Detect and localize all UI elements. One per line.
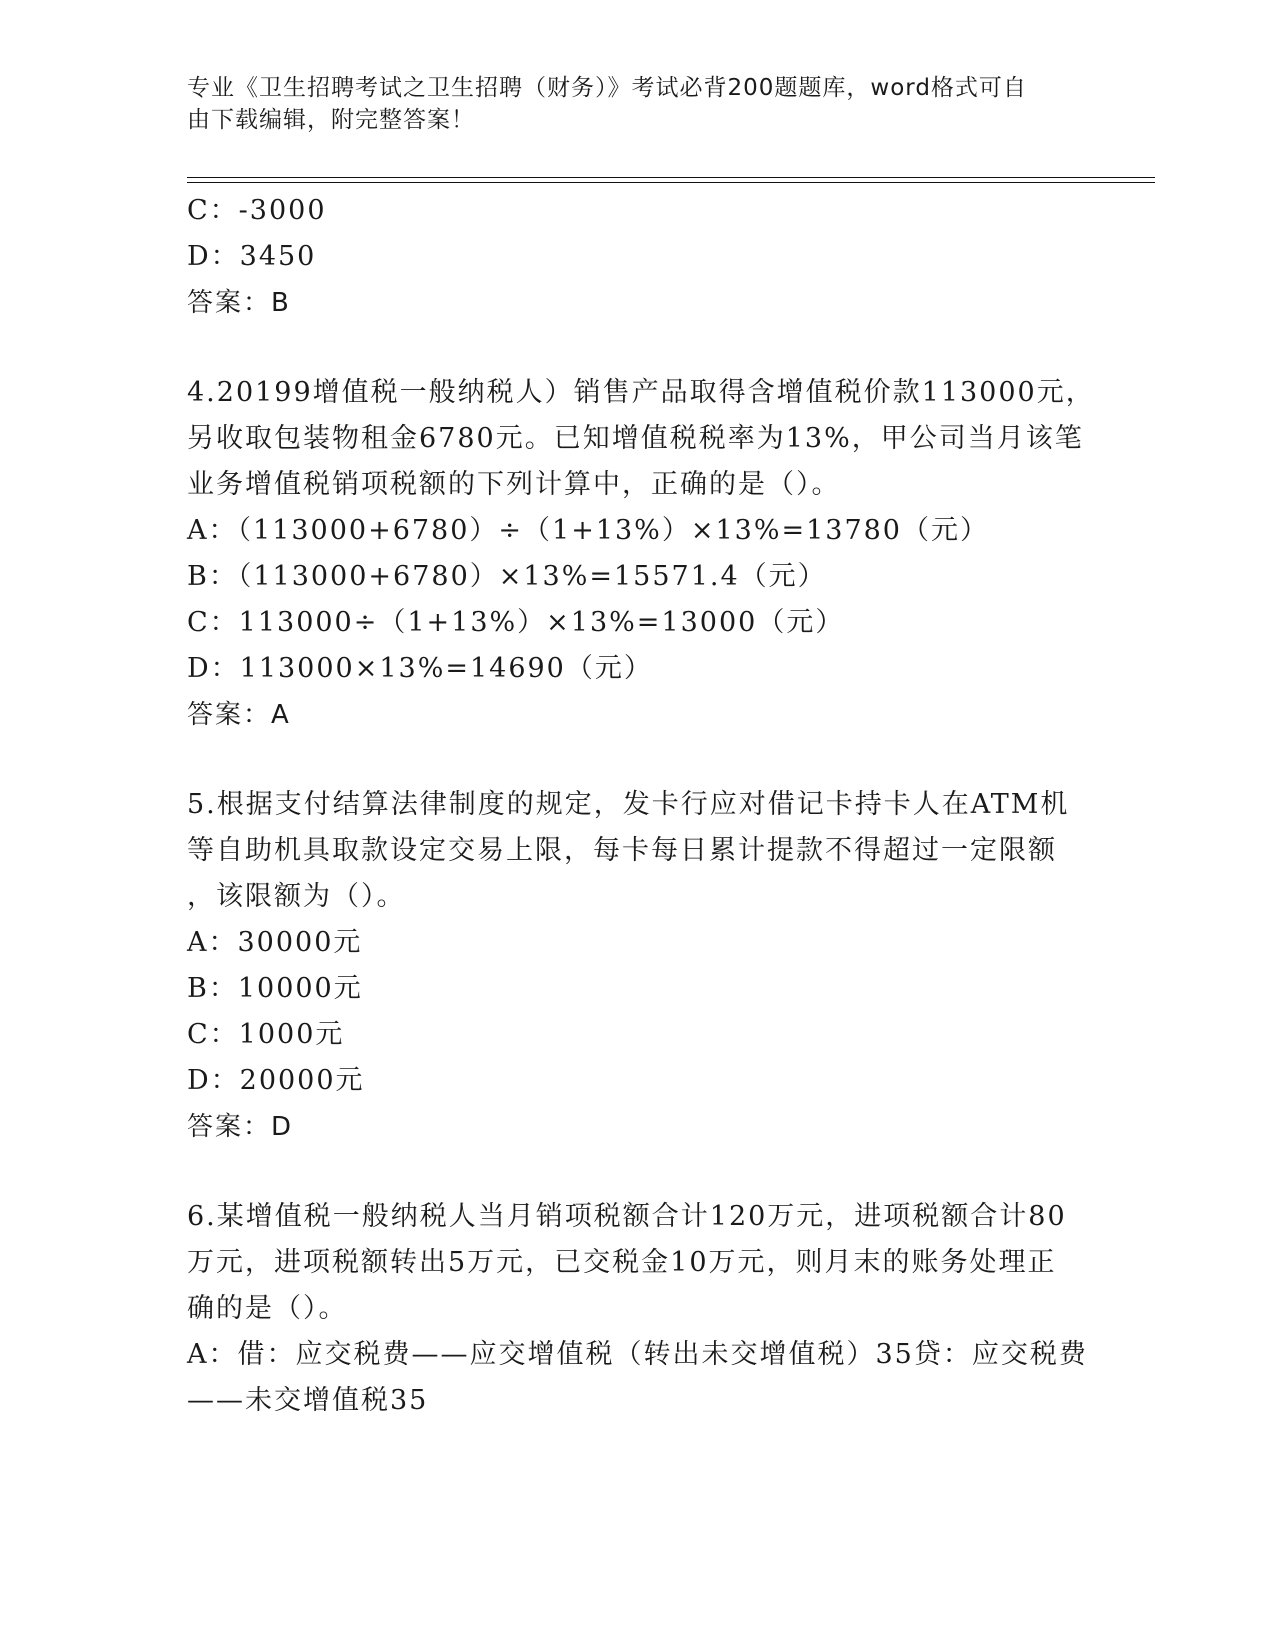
q5-stem-line-2: 等自助机具取款设定交易上限，每卡每日累计提款不得超过一定限额 (187, 835, 1057, 866)
question-4 (187, 370, 1095, 738)
q5-stem-line-3: ，该限额为（）。 (187, 881, 406, 912)
q5-option-c: C：1000元 (187, 1019, 345, 1050)
question-5 (187, 782, 1087, 1150)
q4-stem-line-1: 4.20199增值税一般纳税人）销售产品取得含增值税价款113000元， (187, 377, 1095, 408)
header-divider-bottom (187, 182, 1155, 183)
q3-option-d: D：3450 (187, 241, 317, 272)
q5-answer: 答案：D (187, 1112, 294, 1142)
q3-answer: 答案：B (187, 288, 291, 318)
q4-option-c: C：113000÷（1+13%）×13%=13000（元） (187, 607, 845, 638)
question-6 (187, 1194, 1087, 1424)
q6-option-a-line-1: A：借：应交税费——应交增值税（转出未交增值税）35贷：应交税费 (187, 1339, 1088, 1370)
q5-option-d: D：20000元 (187, 1065, 365, 1096)
q4-stem-line-2: 另收取包装物租金6780元。已知增值税税率为13%，甲公司当月该笔 (187, 423, 1084, 454)
q4-option-b: B：（113000+6780）×13%=15571.4（元） (187, 561, 827, 592)
q5-option-b: B：10000元 (187, 973, 363, 1004)
q5-stem-line-1: 5.根据支付结算法律制度的规定，发卡行应对借记卡持卡人在ATM机 (187, 789, 1070, 820)
q4-option-d: D：113000×13%=14690（元） (187, 653, 653, 684)
header-divider-top (187, 177, 1155, 178)
q5-option-a: A：30000元 (187, 927, 363, 958)
q4-option-a: A：（113000+6780）÷（1+13%）×13%=13780（元） (187, 515, 989, 546)
q6-stem-line-3: 确的是（）。 (187, 1293, 348, 1324)
question-content (187, 188, 1095, 1424)
q6-option-a-line-2: ——未交增值税35 (187, 1385, 429, 1416)
q6-stem-line-2: 万元，进项税额转出5万元，已交税金10万元，则月末的账务处理正 (187, 1247, 1057, 1278)
question-3-tail (187, 188, 1087, 326)
header-line-1: 专业《卫生招聘考试之卫生招聘（财务）》考试必背200题题库，word格式可自 (187, 75, 1027, 101)
q6-stem-line-1: 6.某增值税一般纳税人当月销项税额合计120万元，进项税额合计80 (187, 1201, 1067, 1232)
q4-answer: 答案：A (187, 700, 291, 730)
document-header (187, 72, 1087, 136)
header-line-2: 由下载编辑，附完整答案！ (187, 107, 475, 133)
q4-stem-line-3: 业务增值税销项税额的下列计算中，正确的是（）。 (187, 469, 841, 500)
q3-option-c: C：-3000 (187, 195, 327, 226)
